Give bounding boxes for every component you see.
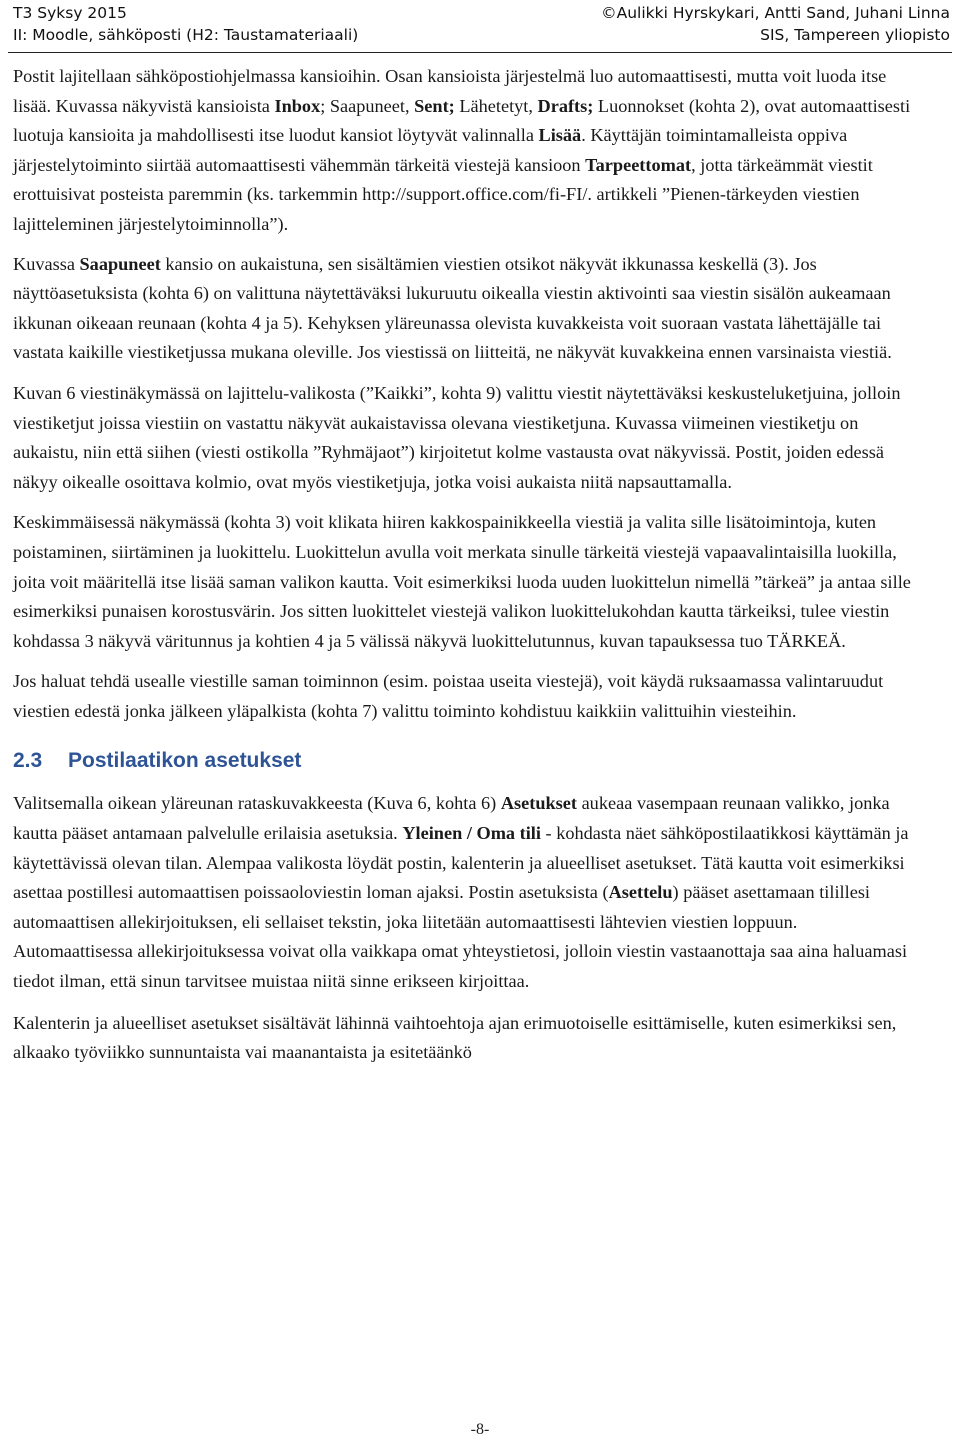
header-divider	[8, 52, 952, 53]
course-term: T3 Syksy 2015	[13, 4, 127, 22]
paragraph-conversation-threads: Kuvan 6 viestinäkymässä on lajittelu-valikosta (”Kaikki”, kohta 9) valittu viestit näytettäväksi keskusteluketjuina, jolloin viestiketjut joissa viestiin on vastattu näkyvät aukaistavissa olevana viestiketjuna. Kuvassa viimeinen viestiketju on aukaistu, niin että siihen (viesti ostikolla ”Ryhmäjaot”) kirjoitetut kolme vastausta ovat näkyvissä. Postit, joiden edessä näkyy oikealle osoittava kolmio, ovat myös viestiketjuja, jotka voisi aukaista niitä napsauttamalla.	[13, 382, 901, 492]
institution: SIS, Tampereen yliopisto	[760, 26, 950, 44]
header-right	[601, 2, 950, 46]
paragraph-inbox-view: Kuvassa Saapuneet kansio on aukaistuna, sen sisältämien viestien otsikot näkyvät ikkunassa keskellä (3). Jos näyttöasetuksista (kohta 6) on valittuna näytettäväksi lukuruutu oikealla viestin aktivointi saa viestin sisälön aukeamaan ikkunan oikeaan reunaan (kohta 4 ja 5). Kehyksen yläreunassa olevista kuvakkeista voit suoraan vastata lähettäjälle tai vastata kaikille viestiketjussa mukana oleville. Jos viestissä on liitteitä, ne näkyvät kuvakkeina ennen varsinaista viestiä.	[13, 253, 892, 363]
section-heading	[13, 746, 913, 776]
paragraph-bulk-actions: Jos haluat tehdä usealle viestille saman toiminnon (esim. poistaa useita viestejä), voit käydä ruksaamassa valintaruudut viestien edestä jonka jälkeen yläpalkista (kohta 7) valittu toiminto kohdistuu kaikkiin valittuihin viesteihin.	[13, 671, 884, 721]
copyright-authors: ©Aulikki Hyrskykari, Antti Sand, Juhani Linna	[601, 4, 950, 22]
section-number: 2.3	[13, 749, 43, 773]
paragraph-settings: Valitsemalla oikean yläreunan rataskuvakkeesta (Kuva 6, kohta 6) Asetukset aukeaa vasempaan reunaan valikko, jonka kautta pääset antamaan palvelulle erilaisia asetuksia. Yleinen / Oma tili - kohdasta näet sähköpostilaatikkosi käyttämän ja käytettävissä olevan tilan. Alempaa valikosta löydät postin, kalenterin ja alueelliset asetukset. Tätä kautta voit esimerkiksi asettaa postillesi automaattisen poissaoloviestin loman ajaksi. Postin asetuksista (Asettelu) pääset asettamaan tilillesi automaattisen allekirjoituksen, eli sellaiset tekstin, joka liitetään automaattisesti lähtevien viestien loppuun. Automaattisessa allekirjoituksessa voivat olla vaikkapa omat yhteystietosi, jolloin viestin vastaanottaja saa aina haluamasi tiedot ilman, että sinun tarvitsee muistaa niitä sinne erikseen kirjoittaa.	[13, 793, 909, 992]
course-section: II: Moodle, sähköposti (H2: Taustamateriaali)	[13, 26, 359, 44]
paragraph-categorize: Keskimmäisessä näkymässä (kohta 3) voit klikata hiiren kakkospainikkeella viestiä ja valita sille lisätoimintoja, kuten poistaminen, siirtäminen ja luokittelu. Luokittelun avulla voit merkata sinulle tärkeitä viestejä vapaavalintaisilla luokilla, joita voit määritellä itse lisää saman valikon kautta. Voit esimerkiksi luoda uuden luokittelun nimellä ”tärkeä” ja antaa sille esimerkiksi punaisen korostusvärin. Jos sitten luokittelet viestejä valikon luokittelukohdan kautta tärkeiksi, tulee viestin kohdassa 3 näkyvä väritunnus ja kohtien 4 ja 5 välissä näkyvä luokittelutunnus, kuvan tapauksessa tuo TÄRKEÄ.	[13, 512, 911, 651]
page-number: -8-	[470, 1421, 490, 1438]
document-body	[13, 62, 913, 1068]
section-title: Postilaatikon asetukset	[68, 749, 302, 773]
paragraph-calendar-settings: Kalenterin ja alueelliset asetukset sisältävät lähinnä vaihtoehtoja ajan erimuotoiselle esittämiselle, kuten esimerkiksi sen, alkaako työviikko sunnuntaista vai maanantaista ja esitetäänkö	[13, 1012, 897, 1063]
paragraph-folders: Postit lajitellaan sähköpostiohjelmassa kansioihin. Osan kansioista järjestelmä luo automaattisesti, mutta voit luoda itse lisää. Kuvassa näkyvistä kansioista Inbox; Saapuneet, Sent; Lähetetyt, Drafts; Luonnokset (kohta 2), ovat automaattisesti luotuja kansioita ja mahdollisesti itse luodut kansiot löytyvät valinnalla Lisää. Käyttäjän toimintamalleista oppiva järjestelytoiminto siirtää automaattisesti vähemmän tärkeitä viestejä kansioon Tarpeettomat, jotta tärkeämmät viestit erottuisivat posteista paremmin (ks. tarkemmin http://support.office.com/fi-FI/. artikkeli ”Pienen-tärkeyden viestien lajitteleminen järjestelytoiminnolla”).	[13, 66, 911, 234]
header-left	[13, 2, 358, 46]
page-header	[0, 0, 960, 52]
